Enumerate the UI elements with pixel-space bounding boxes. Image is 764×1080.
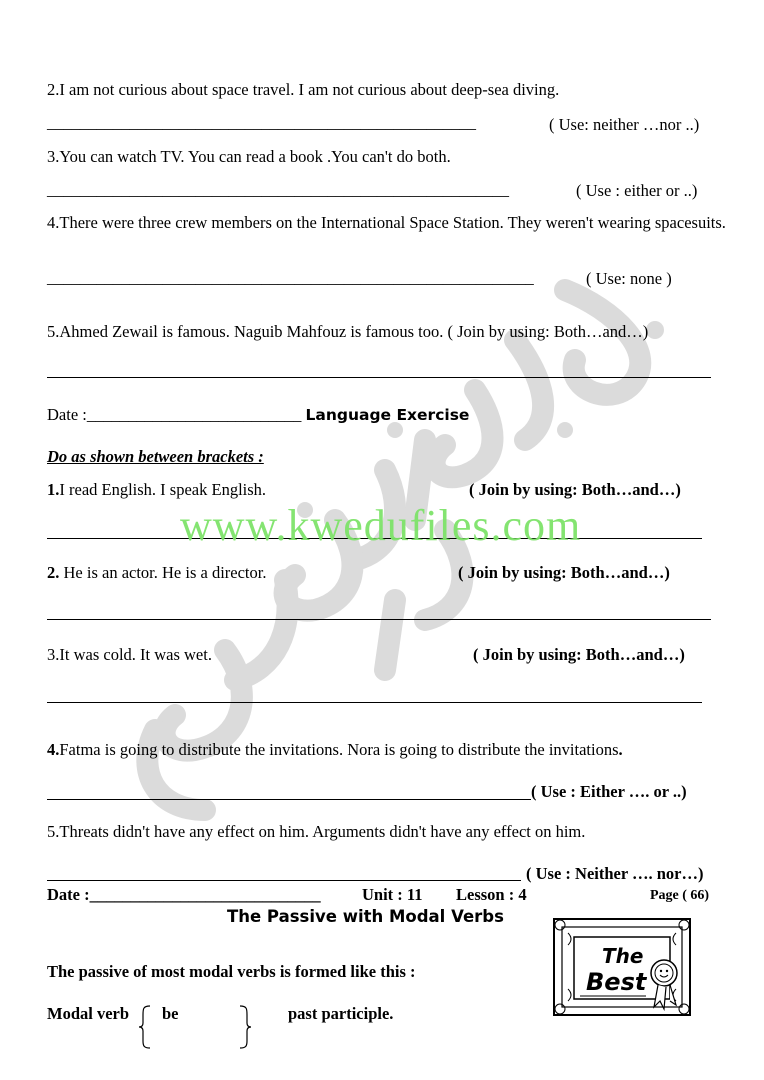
page-number: Page ( 66) [650,888,710,903]
exercise-2-hint: ( Join by using: Both…and…) [458,563,670,582]
left-brace [138,1005,152,1049]
question-2-text: 2.I am not curious about space travel. I am not curious about deep-sea diving. [47,80,560,99]
answer-line-4[interactable]: ___________________________________________________________ [47,268,534,287]
answer-line-5[interactable] [47,377,711,378]
date-blank[interactable]: __________________________ [86,405,302,424]
website-watermark: www.kwedufiles.com [180,501,582,550]
hint-4: ( Use: none ) [586,269,672,288]
question-5-text: 5.Ahmed Zewail is famous. Naguib Mahfouz is famous too. ( Join by using: Both…and…) [47,322,649,341]
exercise-2-sentence: He is an actor. He is a director. [59,563,267,582]
lesson-label: Lesson : 4 [456,885,527,904]
footer-date-label: Date : [47,885,90,904]
exercise-2-number: 2. [47,563,60,582]
instruction: Do as shown between brackets : [47,447,264,466]
date-row [47,405,469,425]
exercise-1-sentence: I read English. I speak English. [59,480,267,499]
exercise-4-sentence: Fatma is going to distribute the invitations. Nora is going to distribute the invitations [59,740,619,759]
the-best-badge [550,915,694,1019]
exercise-4-number: 4. [47,740,60,759]
exercise-2-text [47,563,266,583]
exercise-4-hint: ( Use : Either …. or ..) [531,782,687,801]
passive-title: The Passive with Modal Verbs [227,907,504,926]
footer-date-blank[interactable]: ____________________________ [89,885,321,904]
unit-label: Unit : 11 [362,885,423,904]
question-4-text: 4.There were three crew members on the International Space Station. They weren't wearing spacesuits. [47,213,726,232]
exercise-1-hint: ( Join by using: Both…and…) [469,480,681,499]
right-brace [238,1005,252,1049]
answer-line-2[interactable]: ____________________________________________________ [47,113,476,132]
exercise-1-number: 1. [47,480,60,499]
exercise-5-hint: ( Use : Neither …. nor…) [526,864,704,883]
exercise-4-period: . [618,740,623,759]
exercise-3-text: 3.It was cold. It was wet. [47,645,212,664]
badge-text-best: Best [586,968,647,996]
footer-date [47,885,321,905]
section-title: Language Exercise [305,406,470,424]
exercise-3-hint: ( Join by using: Both…and…) [473,645,685,664]
answer-line-3[interactable]: ________________________________________________________ [47,180,509,199]
exercise-4-answer-line[interactable] [47,799,531,800]
exercise-2-answer-line[interactable] [47,619,711,620]
passive-intro: The passive of most modal verbs is formed like this : [47,962,416,981]
badge-text-the: The [602,944,644,968]
exercise-5-answer-line[interactable] [47,880,521,881]
question-3-text: 3.You can watch TV. You can read a book .You can't do both. [47,147,451,166]
exercise-3-answer-line[interactable] [47,702,702,703]
formula-modal-verb: Modal verb [47,1004,130,1023]
hint-2: ( Use: neither …nor ..) [549,115,700,134]
date-label: Date : [47,405,87,424]
formula-past-participle: past participle. [288,1004,394,1023]
exercise-1-text [47,480,266,500]
exercise-4-text [47,740,623,760]
hint-3: ( Use : either or ..) [576,181,698,200]
formula-be: be [162,1004,179,1023]
exercise-5-text: 5.Threats didn't have any effect on him. Arguments didn't have any effect on him. [47,822,586,841]
